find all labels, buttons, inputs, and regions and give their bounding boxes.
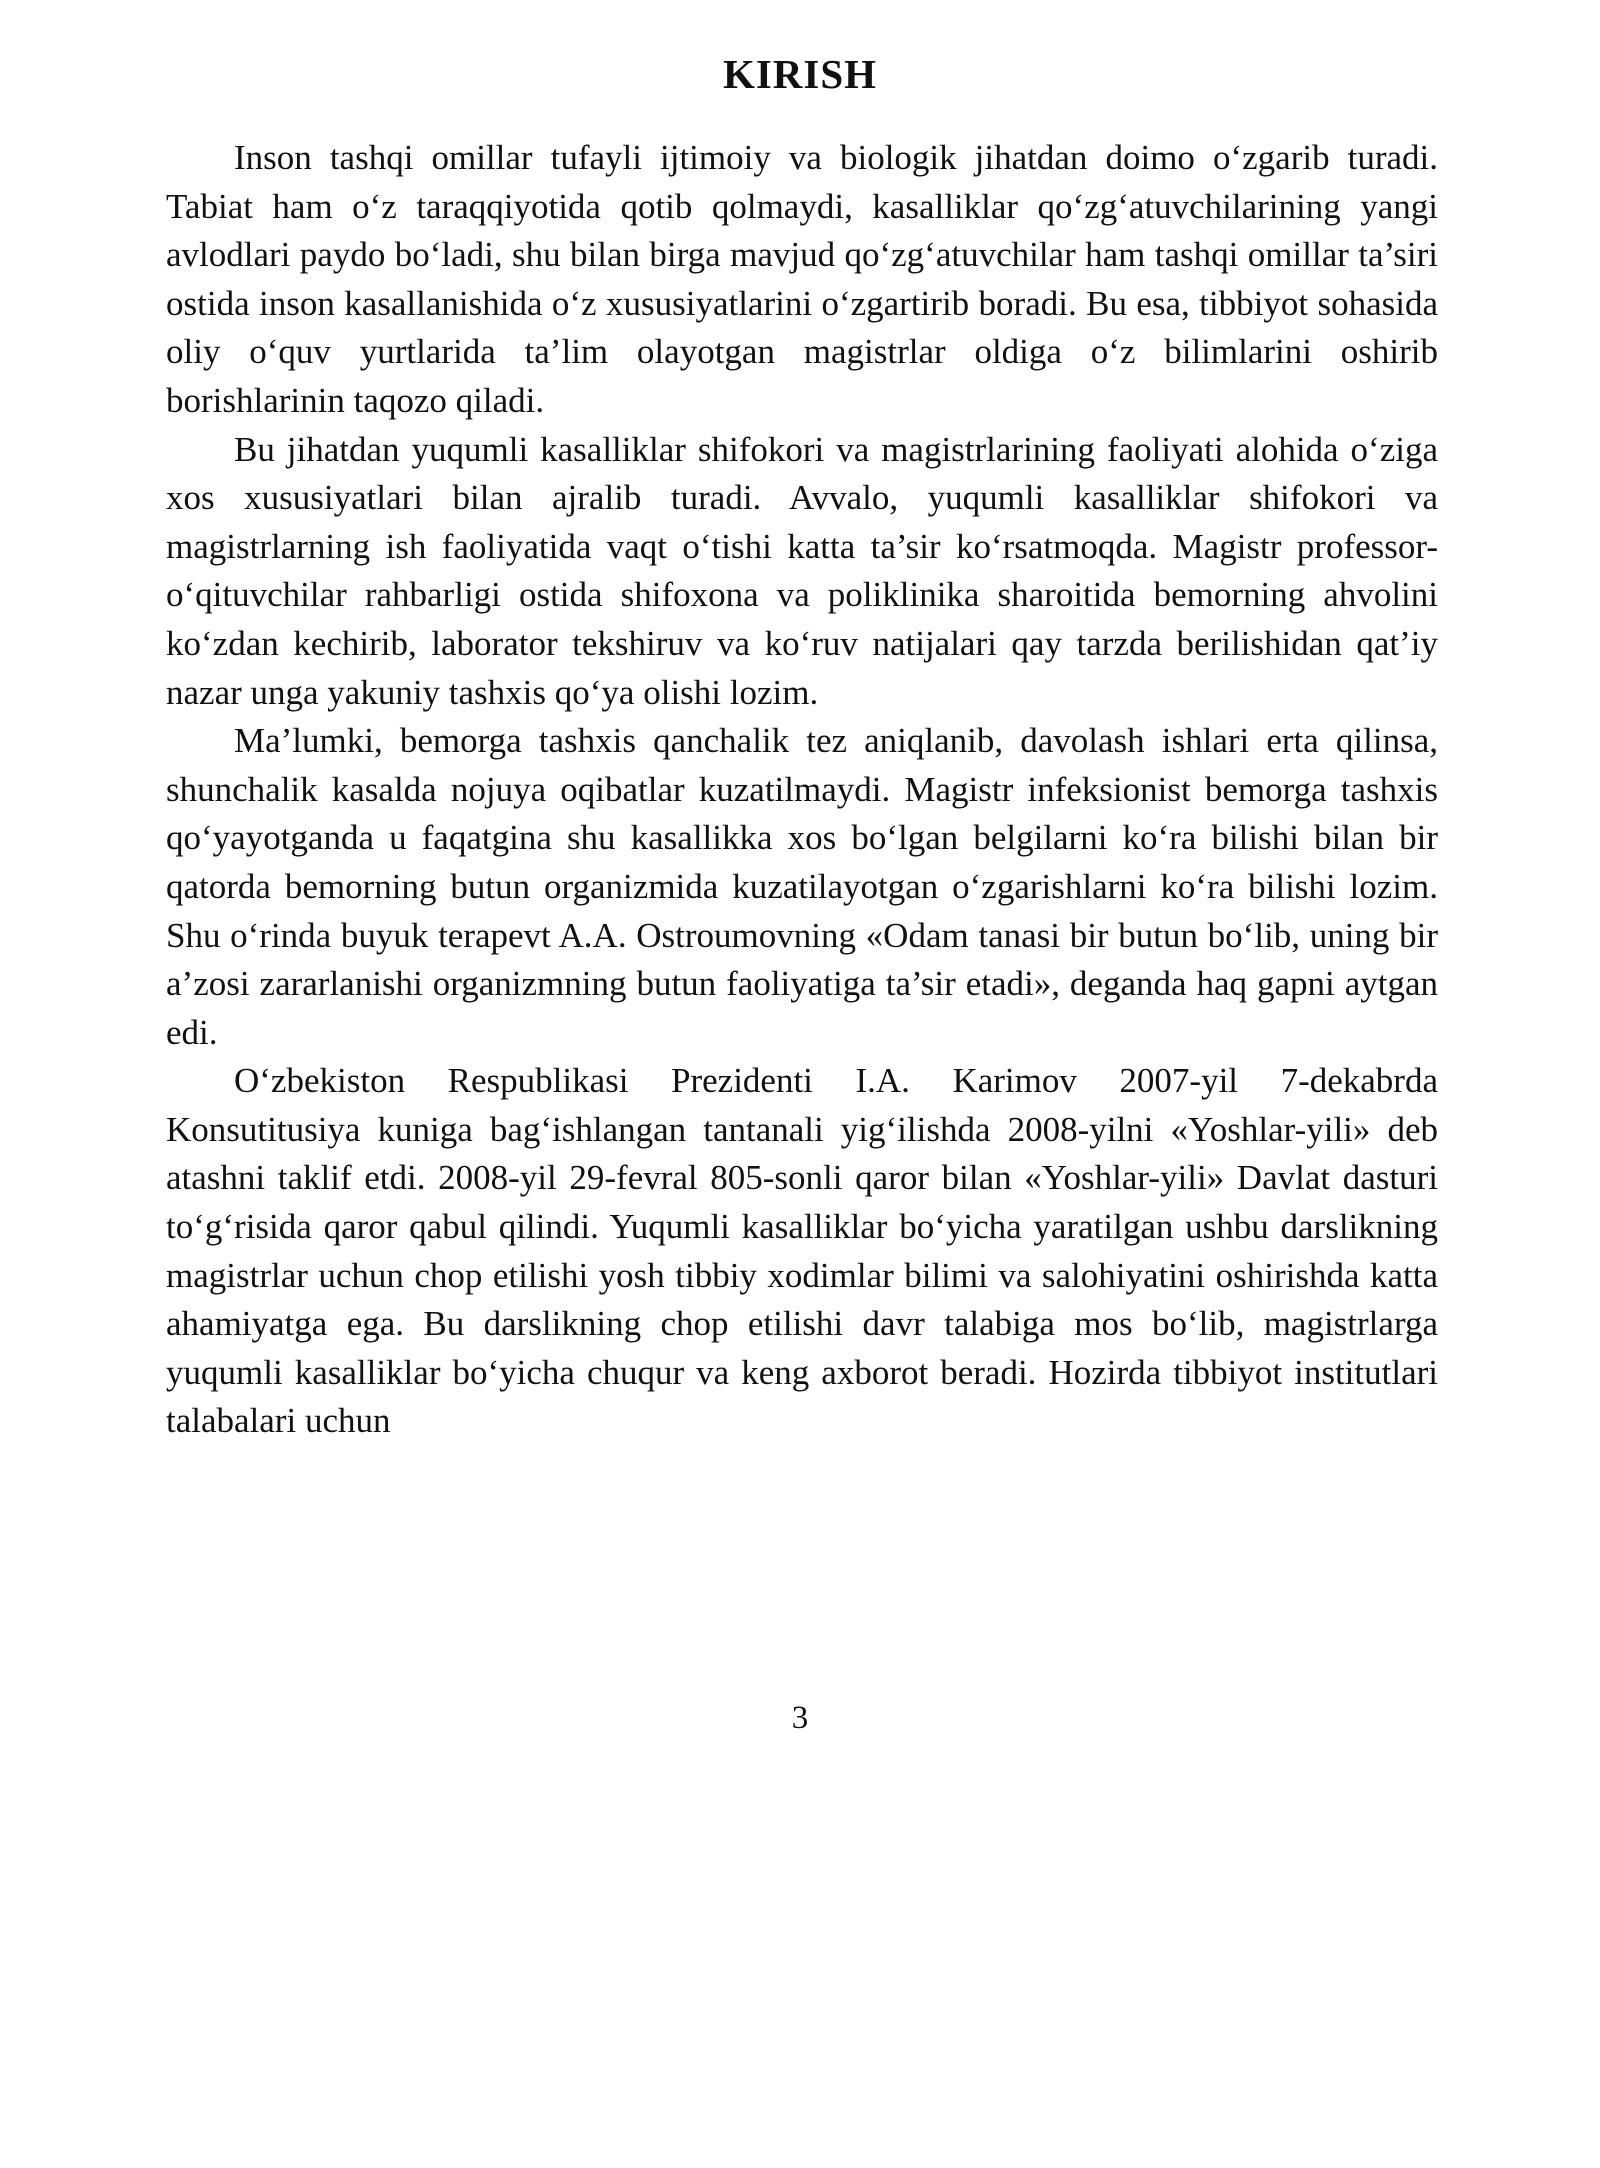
page-number: 3 (791, 1700, 809, 1736)
page-title: KIRISH (722, 51, 878, 97)
paragraph-1: Inson tashqi omillar tufayli ijtimoiy va biologik jihatdan doimo o‘zgarib turadi. Tabiat ham o‘z taraqqiyotida qotib qolmaydi, kasalliklar qo‘zg‘atuvchilarining yangi avlodlari paydo bo‘ladi, shu bilan birga mavjud qo‘zg‘atuvchilar ham tashqi omillar ta’siri ostida inson kasallanishida o‘z xususiyatlarini o‘zgartirib boradi. Bu esa, tibbiyot sohasida oliy o‘quv yurtlarida ta’lim olayotgan magistrlar oldiga o‘z bilimlarini oshirib borishlarinin taqozo qiladi. (166, 138, 1438, 420)
paragraph-2: Bu jihatdan yuqumli kasalliklar shifokori va magistrlarining faoliyati alohida o‘ziga xos xususiyatlari bilan ajralib turadi. Avvalo, yuqumli kasalliklar shifokori va magistrlarning ish faoliyatida vaqt o‘tishi katta ta’sir ko‘rsatmoqda. Magistr professor-o‘qituvchilar rahbarligi ostida shifoxona va poliklinika sharoitida bemorning ahvolini ko‘zdan kechirib, laborator tekshiruv va ko‘ruv natijalari qay tarzda berilishidan qat’iy nazar unga yakuniy tashxis qo‘ya olishi lozim. (166, 429, 1438, 712)
paragraph-4: O‘zbekiston Respublikasi Prezidenti I.A. Karimov 2007-yil 7-dekabrda Konsutitusiya kuniga bag‘ishlangan tantanali yig‘ilishda 2008-yilni «Yoshlar-yili» deb atashni taklif etdi. 2008-yil 29-fevral 805-sonli qaror bilan «Yoshlar-yili» Davlat dasturi to‘g‘risida qaror qabul qilindi. Yuqumli kasalliklar bo‘yicha yaratilgan ushbu darslikning magistrlar uchun chop etilishi yosh tibbiy xodimlar bilimi va salohiyatini oshirishda katta ahamiyatga ega. Bu darslikning chop etilishi davr talabiga mos bo‘lib, magistrlarga yuqumli kasalliklar bo‘yicha chuqur va keng axborot beradi. Hozirda tibbiyot institutlari talabalari uchun (166, 1061, 1438, 1441)
paragraph-3: Ma’lumki, bemorga tashxis qanchalik tez aniqlanib, davolash ishlari erta qilinsa, shunchalik kasalda nojuya oqibatlar kuzatilmaydi. Magistr infeksionist bemorga tashxis qo‘yayotganda u faqatgina shu kasallikka xos bo‘lgan belgilarni ko‘ra bilishi bilan bir qatorda bemorning butun organizmida kuzatilayotgan o‘zgarishlarni ko‘ra bilishi lozim. Shu o‘rinda buyuk terapevt A.A. Ostroumovning «Odam tanasi bir butun bo‘lib, uning bir a’zosi zararlanishi organizmning butun faoliyatiga ta’sir etadi», deganda haq gapni aytgan edi. (166, 721, 1438, 1052)
body-text (166, 134, 1438, 1446)
